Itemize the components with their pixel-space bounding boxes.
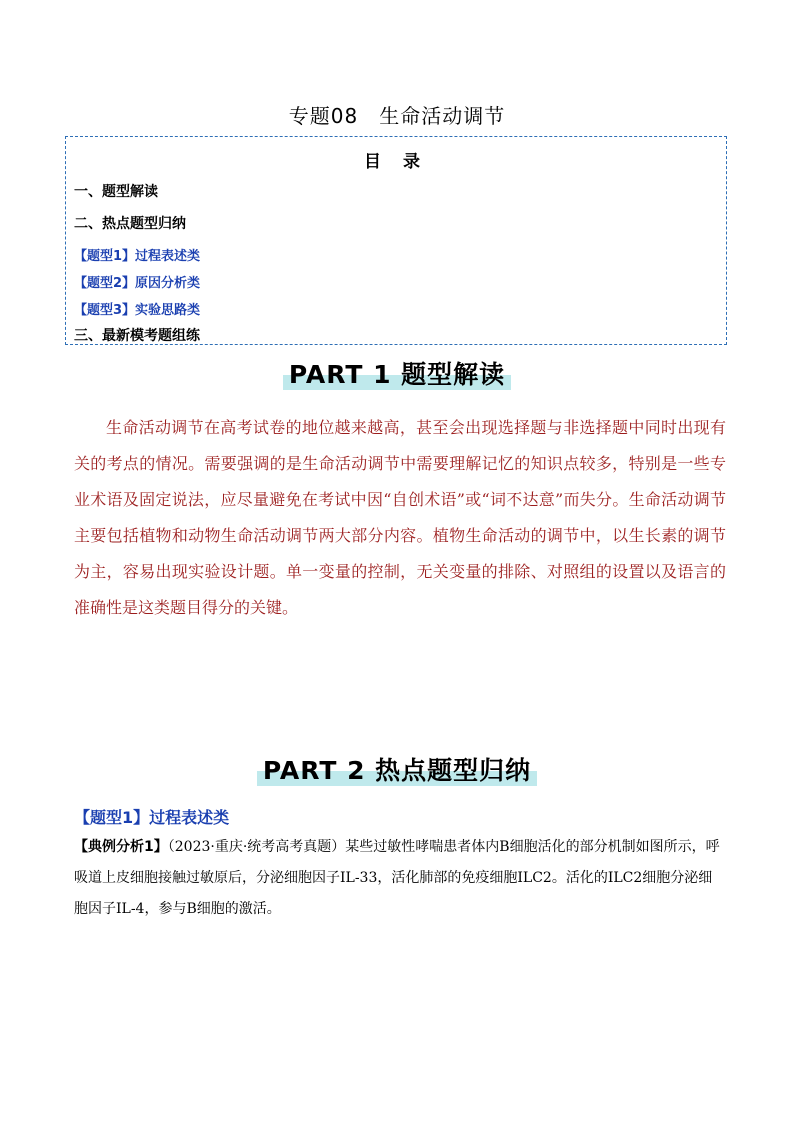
part2-header <box>0 756 794 786</box>
example-paragraph <box>74 832 724 925</box>
part2-heading-text: PART 2 热点题型归纳 <box>257 756 537 786</box>
part1-header <box>0 360 794 390</box>
toc-item-section-3[interactable]: 三、最新模考题组练 <box>74 328 200 344</box>
part1-heading-text: PART 1 题型解读 <box>283 360 511 390</box>
example-text: （2023·重庆·统考高考真题）某些过敏性哮喘患者体内B细胞活化的部分机制如图所示，呼吸道上皮细胞接触过敏原后，分泌细胞因子IL-33，活化肺部的免疫细胞ILC2。活化的ILC2细胞分泌细胞因子IL-4，参与B细胞的激活。 <box>74 839 720 917</box>
part1-intro-paragraph: 生命活动调节在高考试卷的地位越来越高，甚至会出现选择题与非选择题中同时出现有关的考点的情况。需要强调的是生命活动调节中需要理解记忆的知识点较多，特别是一些专业术语及固定说法，应尽量避免在考试中因“自创术语”或“词不达意”而失分。生命活动调节主要包括植物和动物生命活动调节两大部分内容。植物生命活动的调节中，以生长素的调节为主，容易出现实验设计题。单一变量的控制，无关变量的排除、对照组的设置以及语言的准确性是这类题目得分的关键。 <box>74 418 726 617</box>
toc-item-type-1[interactable]: 【题型1】过程表述类 <box>74 249 201 264</box>
type1-heading: 【题型1】过程表述类 <box>74 808 230 827</box>
toc-item-section-1[interactable]: 一、题型解读 <box>74 184 158 200</box>
toc-heading: 目 录 <box>364 152 428 172</box>
table-of-contents <box>65 136 727 345</box>
toc-item-section-2[interactable]: 二、热点题型归纳 <box>74 216 186 232</box>
page-title: 专题08 生命活动调节 <box>288 104 506 128</box>
toc-item-type-2[interactable]: 【题型2】原因分析类 <box>74 276 201 291</box>
toc-item-type-3[interactable]: 【题型3】实验思路类 <box>74 303 201 318</box>
example-label: 【典例分析1】 <box>74 839 168 855</box>
